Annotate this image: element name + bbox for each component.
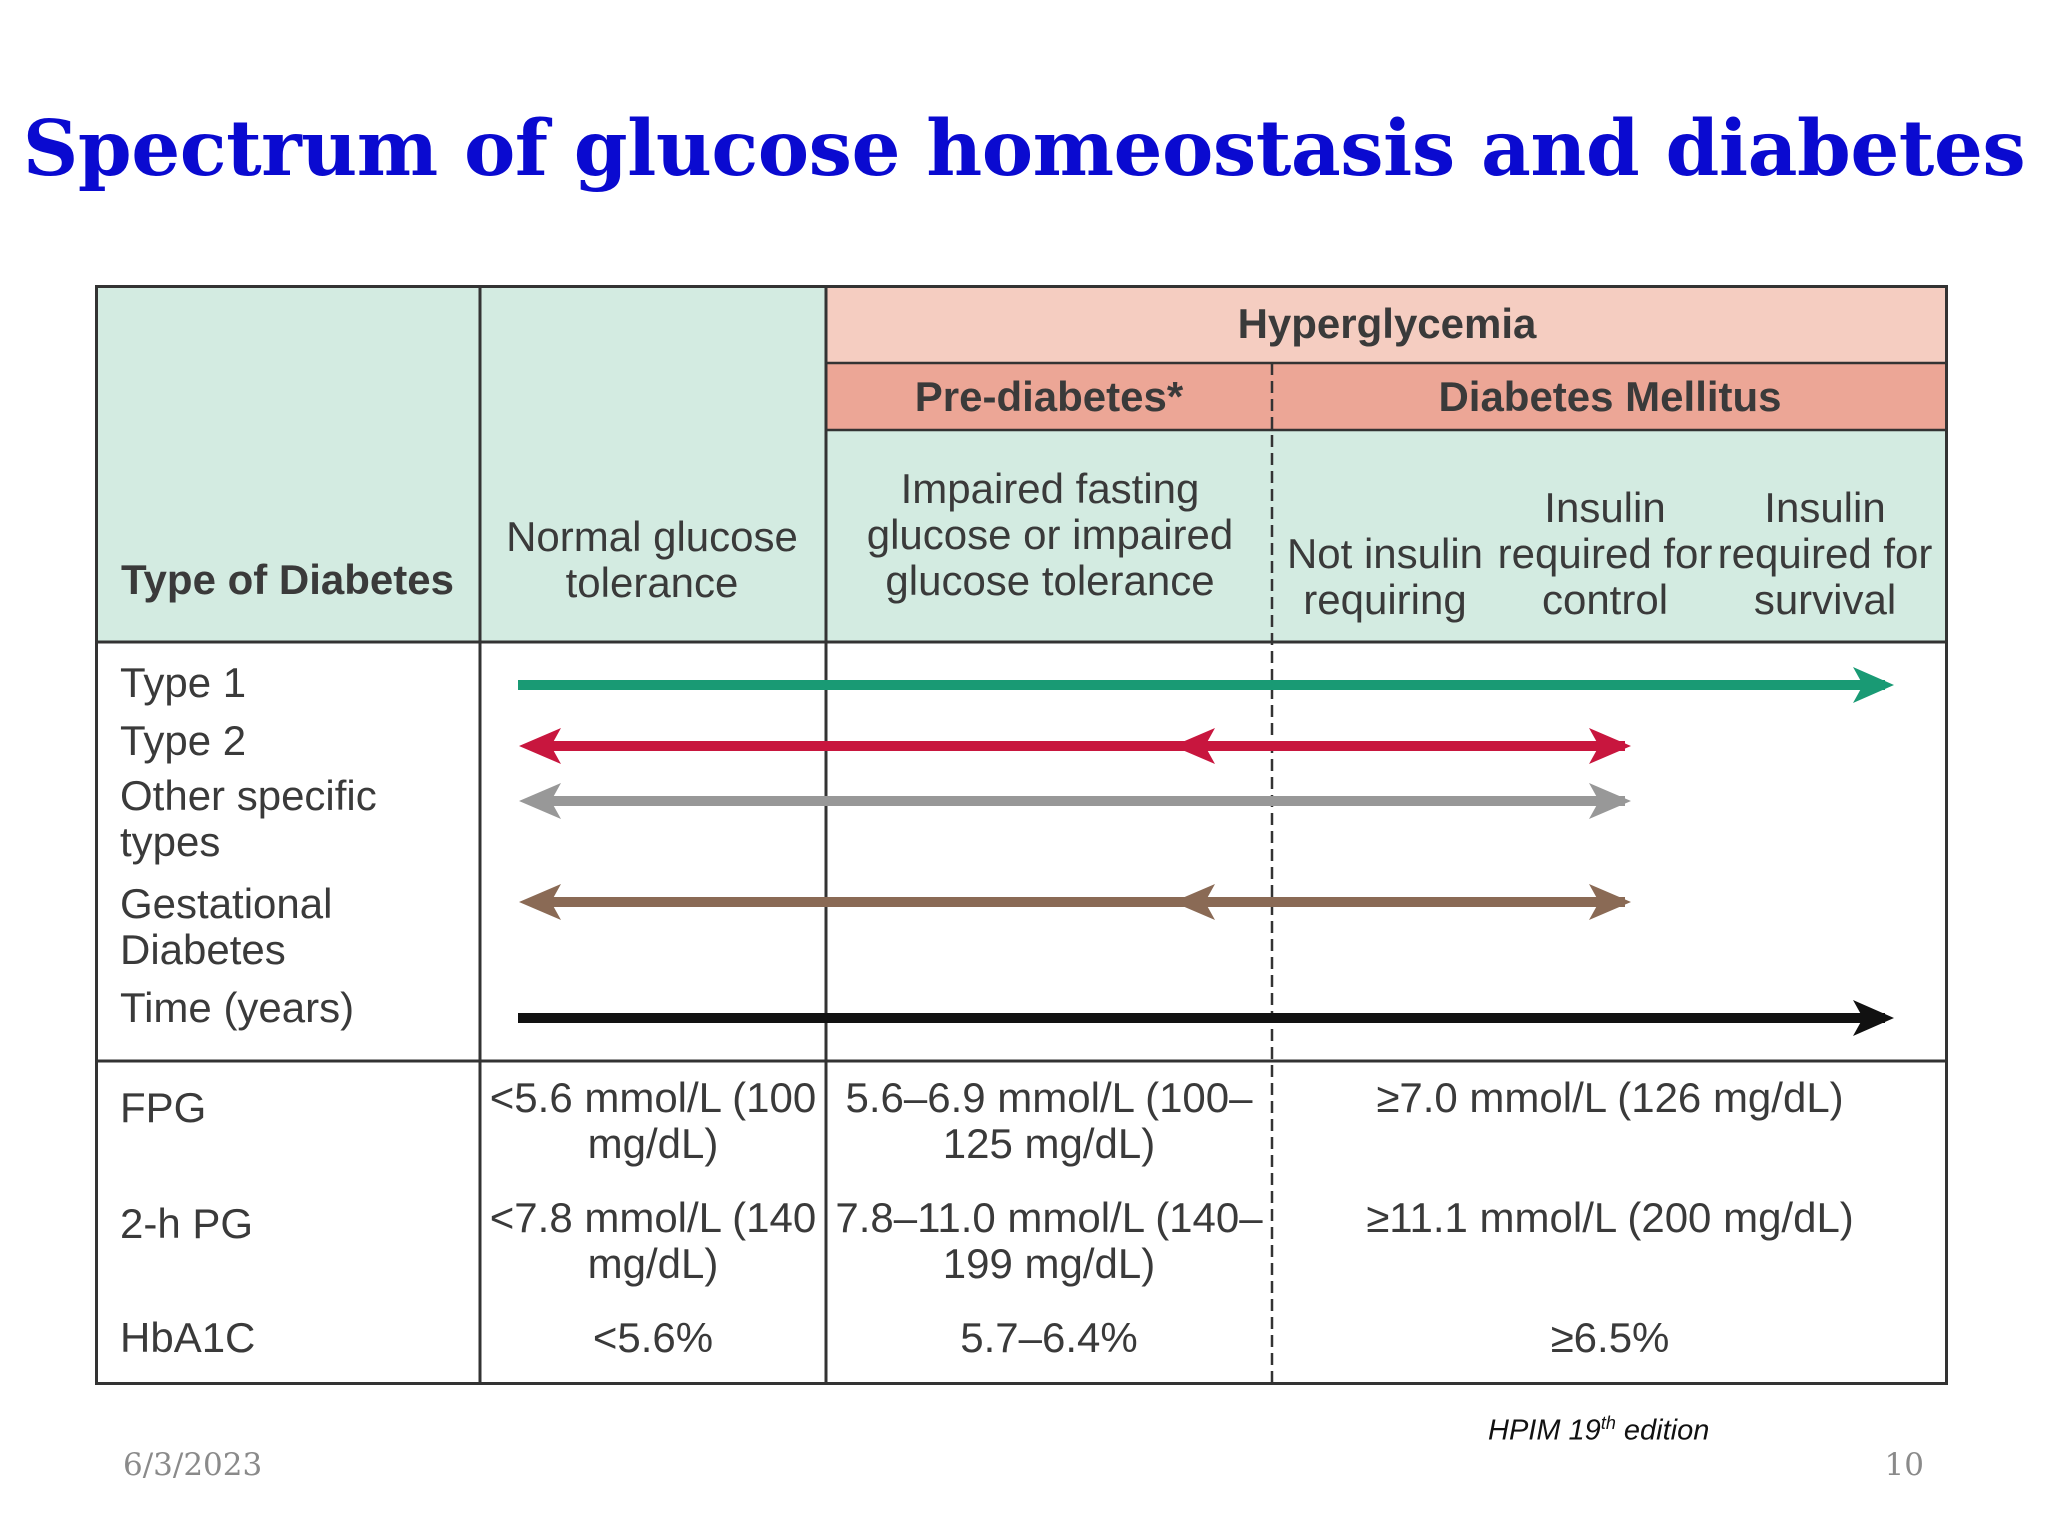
other-specific-label: Other specific types — [120, 772, 377, 865]
type1-label: Type 1 — [120, 659, 247, 706]
hba1c-label: HbA1C — [120, 1314, 256, 1361]
slide-date: 6/3/2023 — [123, 1447, 263, 1483]
source-citation: HPIM 19th edition — [1488, 1413, 1710, 1447]
prediabetes-header: Pre-diabetes* — [914, 372, 1184, 420]
type2-arrow — [519, 728, 1631, 764]
diabetes-mellitus-header: Diabetes Mellitus — [1438, 372, 1782, 420]
time-years-label: Time (years) — [120, 984, 355, 1031]
type1-arrow — [518, 667, 1894, 703]
hba1c-prediabetes: 5.7–6.4% — [960, 1314, 1138, 1361]
hba1c-diabetes: ≥6.5% — [1550, 1314, 1670, 1361]
gestational-label: Gestational Diabetes — [120, 880, 333, 973]
gestational-arrow — [519, 884, 1631, 920]
slide-page-number: 10 — [1884, 1447, 1924, 1483]
prediabetes-description: Impaired fasting glucose or impaired glucose tolerance — [866, 465, 1234, 604]
fpg-normal: <5.6 mmol/L (100 mg/dL) — [489, 1074, 817, 1167]
2h-pg-prediabetes: 7.8–11.0 mmol/L (140–199 mg/dL) — [835, 1194, 1263, 1287]
insulin-required-survival: Insulin required for survival — [1717, 484, 1933, 623]
slide-title: Spectrum of glucose homeostasis and diabetes — [22, 104, 2026, 194]
glucose-spectrum-table — [95, 285, 1948, 1385]
normal-glucose-header: Normal glucose tolerance — [506, 513, 798, 606]
fpg-prediabetes: 5.6–6.9 mmol/L (100–125 mg/dL) — [845, 1074, 1253, 1167]
fpg-diabetes: ≥7.0 mmol/L (126 mg/dL) — [1376, 1074, 1844, 1121]
hba1c-normal: <5.6% — [592, 1314, 714, 1361]
not-insulin-requiring: Not insulin requiring — [1286, 530, 1484, 623]
2h-pg-label: 2-h PG — [120, 1200, 254, 1247]
insulin-required-control: Insulin required for control — [1497, 484, 1713, 623]
fpg-label: FPG — [120, 1084, 207, 1131]
other-specific-arrow — [519, 783, 1631, 819]
type-of-diabetes-header: Type of Diabetes — [121, 556, 454, 603]
type2-label: Type 2 — [120, 717, 247, 764]
time-arrow — [518, 1000, 1894, 1036]
hyperglycemia-header: Hyperglycemia — [1237, 300, 1537, 347]
2h-pg-normal: <7.8 mmol/L (140 mg/dL) — [489, 1194, 817, 1287]
2h-pg-diabetes: ≥11.1 mmol/L (200 mg/dL) — [1366, 1194, 1854, 1241]
